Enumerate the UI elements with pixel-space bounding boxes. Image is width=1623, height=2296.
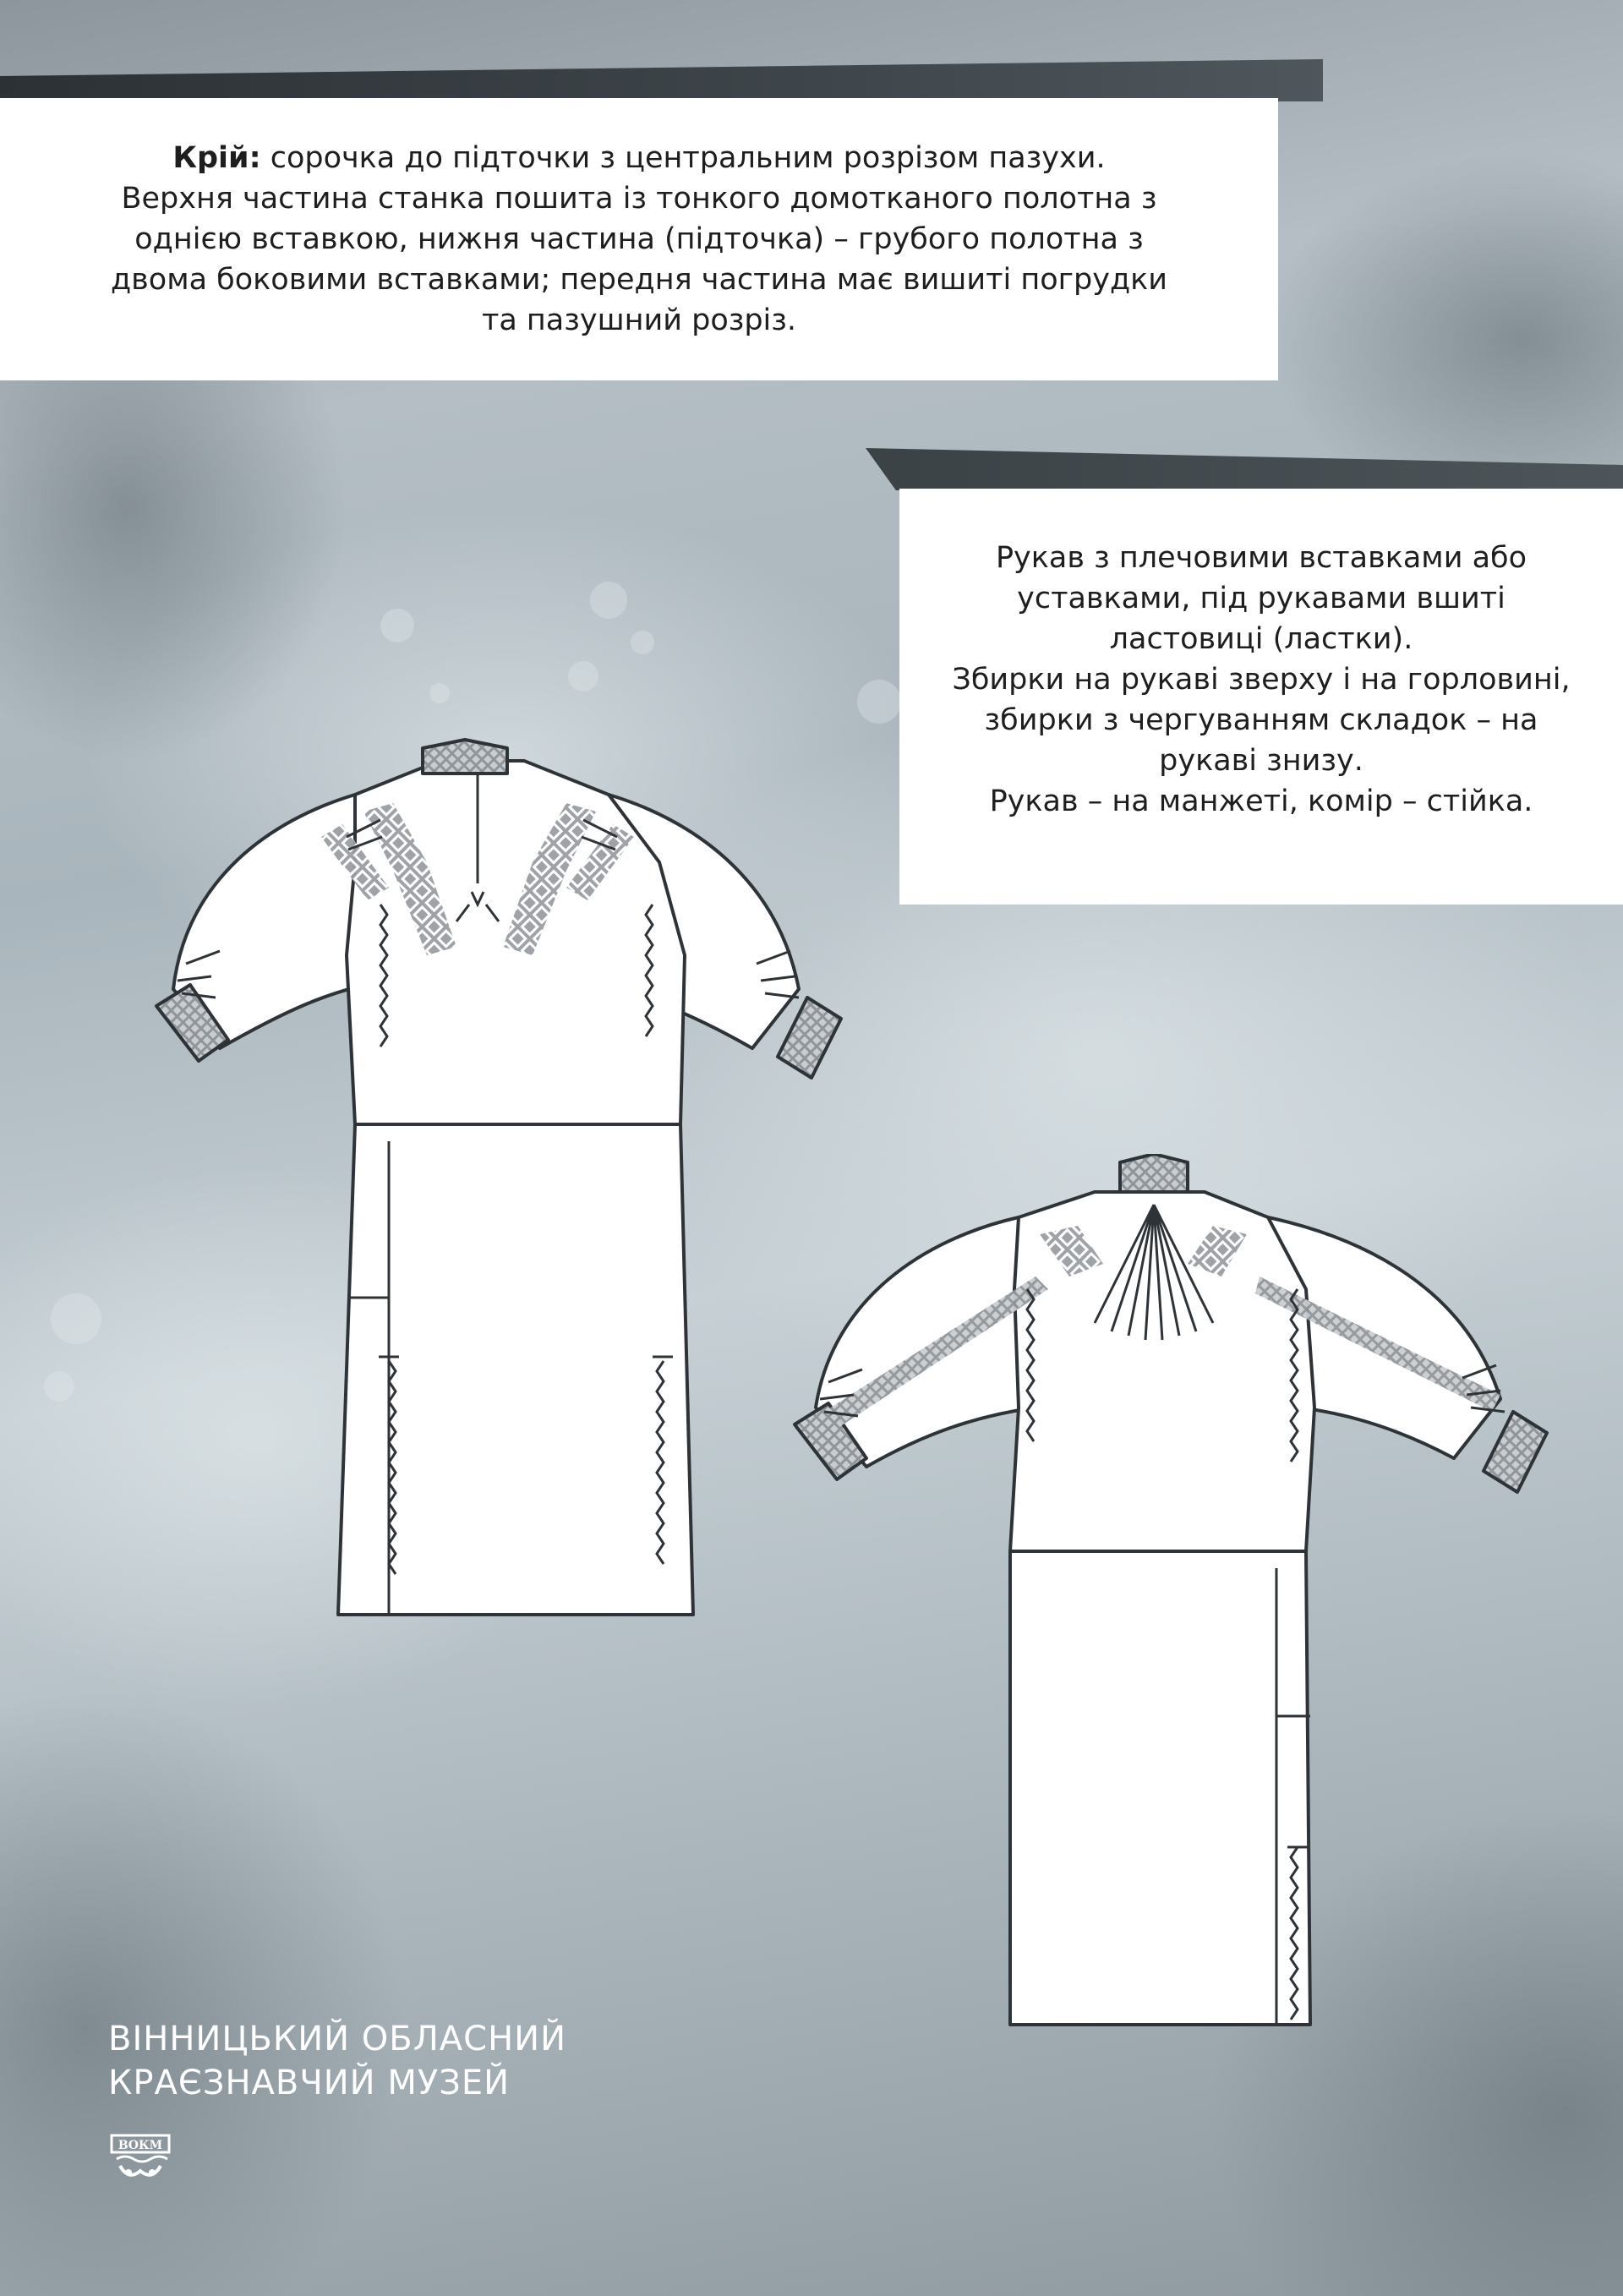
sleeve-description-panel [899, 489, 1623, 905]
sleeve-line-2: уставками, під рукавами вшиті [1017, 582, 1506, 615]
museum-name [108, 2017, 566, 2105]
museum-name-line-2: КРАЄЗНАВЧИЙ МУЗЕЙ [108, 2064, 511, 2102]
cut-label: Крій: [172, 141, 261, 175]
sleeve-line-5: збирки з чергуванням складок – на [984, 703, 1538, 737]
cut-line-1: сорочка до підточки з центральним розрізом пазухи. [260, 141, 1106, 175]
museum-logo-text: ВОКМ [117, 2139, 163, 2152]
sleeve-line-6: рукаві знизу. [1159, 744, 1363, 778]
sleeve-line-7: Рукав – на манжеті, комір – стійка. [989, 784, 1533, 818]
sleeve-description-text [952, 538, 1570, 822]
museum-name-line-1: ВІННИЦЬКИЙ ОБЛАСНИЙ [108, 2020, 566, 2058]
cut-line-5: та пазушний розріз. [481, 303, 797, 337]
cut-line-4: двома боковими вставками; передня частина має вишиті погрудки [110, 263, 1168, 297]
sleeve-line-1: Рукав з плечовими вставками або [995, 541, 1527, 575]
museum-logo-icon [108, 2130, 172, 2189]
cut-description-panel [0, 98, 1278, 380]
cut-line-3: однією вставкою, нижня частина (підточка) – грубого полотна з [134, 222, 1144, 256]
cut-line-2: Верхня частина станка пошита із тонкого домотканого полотна з [121, 182, 1157, 216]
shirt-back-illustration [757, 1154, 1585, 2050]
sleeve-line-4: Збирки на рукаві зверху і на горловині, [952, 663, 1571, 697]
cut-description-text [111, 138, 1167, 341]
sleeve-line-3: ластовиці (ластки). [1109, 622, 1413, 656]
